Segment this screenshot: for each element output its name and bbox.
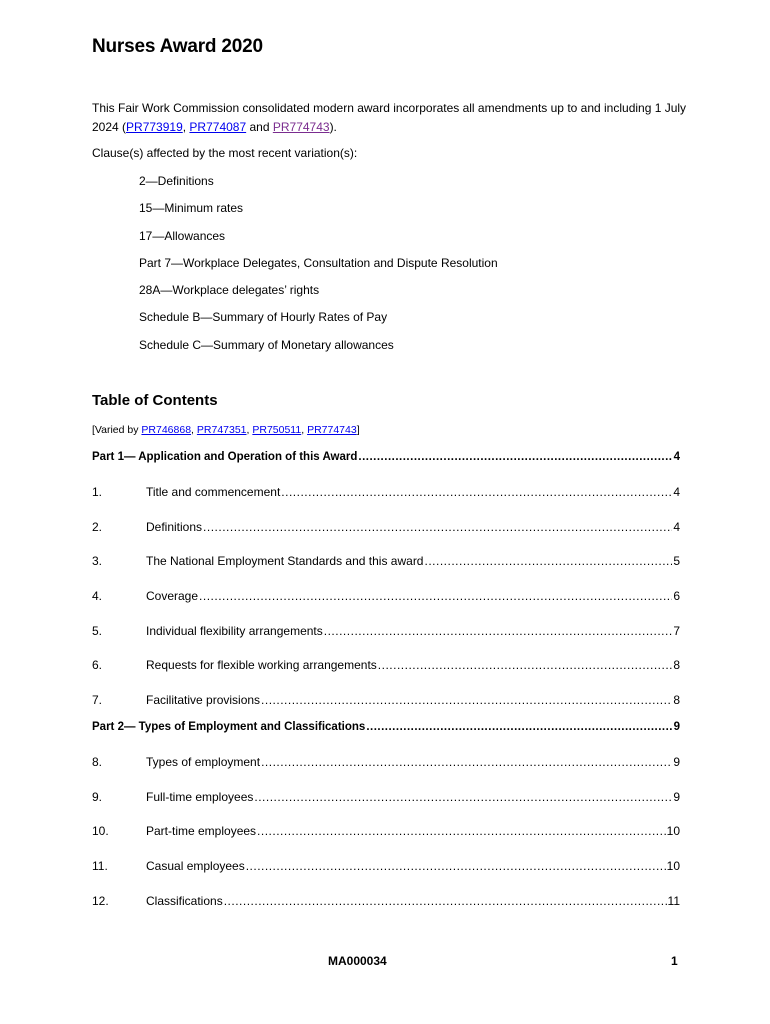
- toc-entry[interactable]: [92, 552, 680, 570]
- intro-text: This Fair Work Commission consolidated modern award incorporates all amendments up to and including 1 July 2024 (: [92, 101, 687, 134]
- amendment-link-pr773919[interactable]: PR773919: [126, 120, 183, 134]
- toc-entry-text: Title and commencement: [146, 485, 281, 499]
- amendment-link-pr774743[interactable]: PR774743: [272, 120, 330, 134]
- toc-page-number: 8: [673, 693, 680, 707]
- varied-separator: ,: [246, 424, 253, 436]
- toc-page-number: 8: [673, 658, 680, 672]
- toc-entry[interactable]: [92, 587, 680, 605]
- toc-entry-text: The National Employment Standards and this award: [146, 554, 424, 568]
- varied-by-note: [92, 424, 360, 436]
- clause-item: Schedule C—Summary of Monetary allowances: [139, 337, 394, 352]
- toc-title: Table of Contents: [92, 392, 218, 409]
- toc-entry[interactable]: [92, 788, 680, 806]
- clause-item: 2—Definitions: [139, 174, 214, 188]
- toc-leader-dots: [358, 448, 672, 466]
- toc-entry[interactable]: [92, 656, 680, 674]
- toc-page-number: 9: [673, 721, 680, 733]
- toc-leader-dots: [366, 718, 672, 736]
- toc-entry-number: 1.: [92, 485, 103, 499]
- varied-suffix: ]: [356, 424, 360, 436]
- toc-entry-text: Classifications: [146, 894, 223, 908]
- toc-leader-dots: [203, 518, 672, 536]
- clause-item: Part 7—Workplace Delegates, Consultation and Dispute Resolution: [139, 255, 498, 270]
- toc-entry-text: Casual employees: [146, 859, 245, 873]
- toc-part-entry[interactable]: [92, 448, 680, 466]
- varied-prefix: [Varied by: [92, 424, 142, 436]
- toc-page-number: 4: [673, 520, 680, 534]
- toc-entry[interactable]: [92, 518, 680, 536]
- varied-separator: ,: [301, 424, 308, 436]
- clause-item: Schedule B—Summary of Hourly Rates of Pay: [139, 310, 388, 325]
- toc-leader-dots: [224, 892, 667, 910]
- toc-entry-text: Part 2— Types of Employment and Classifications: [92, 721, 366, 733]
- toc-entry[interactable]: [92, 892, 680, 910]
- toc-leader-dots: [257, 822, 666, 840]
- toc-page-number: 10: [666, 824, 680, 838]
- toc-page-number: 9: [673, 790, 680, 804]
- toc-leader-dots: [324, 622, 673, 640]
- toc-leader-dots: [378, 656, 673, 674]
- toc-entry-text: Facilitative provisions: [146, 693, 261, 707]
- toc-page-number: 4: [673, 485, 680, 499]
- varied-link-pr774743[interactable]: PR774743: [307, 424, 357, 436]
- toc-page-number: 11: [667, 894, 680, 908]
- toc-entry-number: 6.: [92, 658, 103, 672]
- toc-leader-dots: [261, 753, 672, 771]
- toc-part-entry[interactable]: [92, 718, 680, 736]
- toc-entry-text: Part 1— Application and Operation of this Award: [92, 451, 358, 463]
- toc-entry[interactable]: [92, 622, 680, 640]
- toc-page-number: 5: [673, 554, 680, 568]
- intro-end: ).: [329, 120, 337, 134]
- varied-separator: ,: [191, 424, 197, 436]
- toc-page-number: 9: [673, 755, 680, 769]
- toc-entry-text: Part-time employees: [146, 824, 257, 838]
- clauses-heading: Clause(s) affected by the most recent variation(s):: [92, 146, 358, 160]
- varied-link-pr747351[interactable]: PR747351: [196, 424, 247, 436]
- toc-entry[interactable]: [92, 483, 680, 501]
- toc-leader-dots: [424, 552, 672, 570]
- toc-entry-text: Full-time employees: [146, 790, 254, 804]
- toc-entry-number: 12.: [92, 894, 109, 908]
- toc-entry-number: 11.: [92, 859, 108, 873]
- toc-page-number: 6: [673, 589, 680, 603]
- toc-entry-text: Requests for flexible working arrangements: [146, 658, 377, 672]
- clause-item: 15—Minimum rates: [139, 201, 244, 216]
- toc-entry-text: Types of employment: [146, 755, 261, 769]
- intro-separator: ,: [182, 120, 190, 134]
- intro-paragraph: [92, 99, 692, 137]
- clause-item: 28A—Workplace delegates’ rights: [139, 283, 320, 298]
- toc-entry-number: 8.: [92, 755, 103, 769]
- toc-leader-dots: [281, 483, 672, 501]
- toc-entry-number: 9.: [92, 790, 103, 804]
- clause-item: 17—Allowances: [139, 228, 226, 243]
- amendment-link-pr774087[interactable]: PR774087: [189, 120, 247, 134]
- toc-entry[interactable]: [92, 857, 680, 875]
- toc-leader-dots: [261, 691, 672, 709]
- toc-leader-dots: [199, 587, 672, 605]
- toc-leader-dots: [254, 788, 672, 806]
- toc-entry-text: Coverage: [146, 589, 199, 603]
- toc-entry[interactable]: [92, 822, 680, 840]
- toc-entry-number: 2.: [92, 520, 103, 534]
- toc-entry-number: 10.: [92, 824, 109, 838]
- toc-entry-number: 7.: [92, 693, 103, 707]
- intro-separator: and: [246, 120, 273, 134]
- toc-entry-text: Individual flexibility arrangements: [146, 624, 323, 638]
- toc-entry-text: Definitions: [146, 520, 203, 534]
- toc-page-number: 7: [673, 624, 680, 638]
- varied-link-pr750511[interactable]: PR750511: [252, 424, 302, 436]
- document-title: Nurses Award 2020: [92, 36, 263, 57]
- toc-entry[interactable]: [92, 691, 680, 709]
- toc-entry-number: 4.: [92, 589, 103, 603]
- toc-leader-dots: [246, 857, 666, 875]
- toc-entry-number: 5.: [92, 624, 103, 638]
- varied-link-pr746868[interactable]: PR746868: [141, 424, 192, 436]
- footer-award-code: MA000034: [328, 954, 387, 968]
- toc-page-number: 10: [666, 859, 680, 873]
- toc-page-number: 4: [673, 451, 680, 463]
- footer-page-number: 1: [671, 954, 678, 968]
- toc-entry-number: 3.: [92, 554, 103, 568]
- affected-clauses-list: [139, 172, 498, 363]
- toc-entry[interactable]: [92, 753, 680, 771]
